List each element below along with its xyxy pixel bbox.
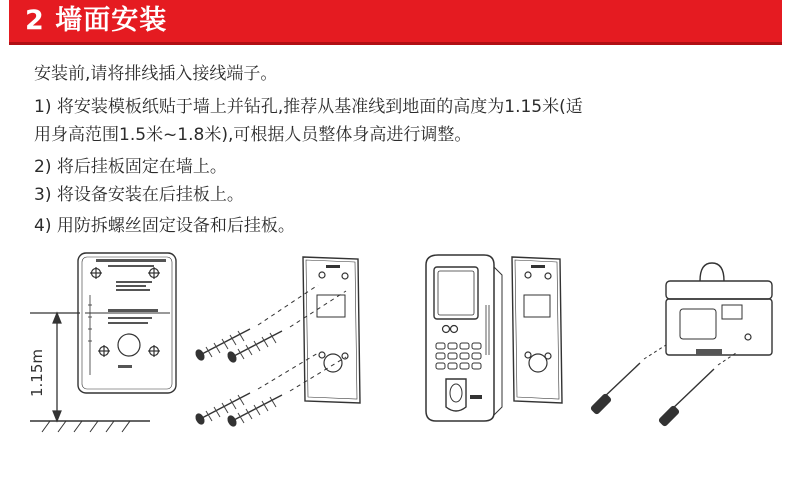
screws-illustration (194, 257, 360, 428)
section-number: 2 (25, 5, 45, 36)
back-plate-illustration (512, 257, 562, 403)
section-title (25, 3, 167, 39)
step-3-line: 3) 将设备安装在后挂板上。 (34, 185, 244, 205)
step-1-line-2: 用身高范围1.5米~1.8米),可根据人员整体身高进行调整。 (34, 125, 472, 145)
step-2-line: 2) 将后挂板固定在墙上。 (34, 157, 227, 177)
section-title-text: 墙面安装 (55, 5, 168, 36)
device-illustration (426, 255, 502, 421)
step-1-line-1: 1) 将安装模板纸贴于墙上并钻孔,推荐从基准线到地面的高度为1.15米(适 (34, 97, 583, 117)
step-4-line: 4) 用防拆螺丝固定设备和后挂板。 (34, 216, 295, 236)
template-illustration (28, 253, 176, 432)
height-label: 1.15m (28, 348, 46, 397)
bottom-view-illustration (590, 263, 772, 427)
section-header (9, 0, 782, 45)
intro-line: 安装前,请将排线插入接线端子。 (34, 64, 278, 84)
installation-diagram (0, 245, 790, 495)
